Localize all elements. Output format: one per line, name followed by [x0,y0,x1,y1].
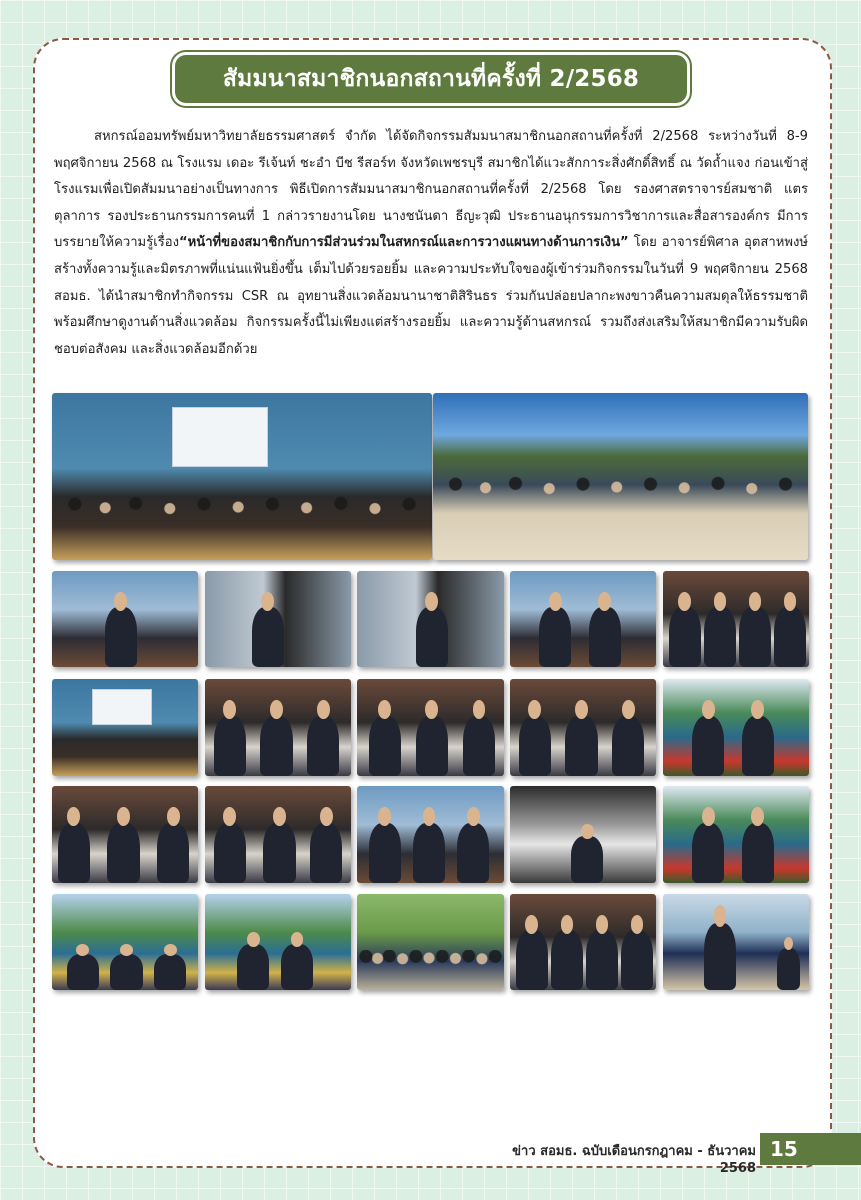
crowd [52,493,432,530]
person [519,716,551,776]
presentation-screen [92,689,152,725]
person [774,607,806,667]
paragraph-text-2: โดย อาจารย์พิศาล อุตสาหพงษ์ สร้างทั้งความรู้และมิตรภาพที่แน่นแฟ้นยิ่งขึ้น เต็มไปด้วยรอยยิ้ม และความประทับใจของผู้เข้าร่วมกิจกรรมในวันที่ 9 พฤศจิกายน 2568 สอมธ. ได้นำสมาชิกทำกิจกรรม CSR ณ อุทยานสิ่งแวดล้อมนานาชาติสิรินธร ร่วมกันปล่อยปลากะพงขาวคืนความสมดุลให้ธรรมชาติ พร้อมศึกษาดูงานด้านสิ่งแวดล้อม กิจกรรมครั้งนี้ไม่เพียงแต่สร้างรอยยิ้ม และความรู้ด้านสหกรณ์ รวมถึงส่งเสริมให้สมาชิกมีความรับผิดชอบต่อสังคม และสิ่งแวดล้อมอีกด้วย [54,235,808,357]
photo-csr-park [357,894,504,990]
person [565,716,597,776]
person [369,716,401,776]
photo-seminar-hall-group [52,393,432,560]
photo-members-seated-4 [52,786,198,883]
person [416,716,448,776]
person [214,716,246,776]
photo-members-seated-2 [357,679,504,776]
photo-members-seated-1 [205,679,351,776]
person [612,716,644,776]
person [154,954,186,990]
person [105,607,137,667]
person [58,823,90,883]
photo-group-activity-stage [357,786,504,883]
person [307,716,339,776]
person [739,607,771,667]
person [742,823,774,883]
person [692,716,724,776]
person [742,716,774,776]
article-paragraph [54,124,808,363]
page-number: 15 [760,1133,861,1165]
person [704,923,736,990]
person [110,954,142,990]
person [539,607,571,667]
photo-speaker-microphone [205,571,351,667]
photo-temple-naga-2 [663,786,809,883]
person [463,716,495,776]
footer-publication: ข่าว สอมธ. ฉบับเดือนกรกฎาคม - ธันวาคม 2568 [512,1144,756,1176]
photo-speaker-table-flowers [510,786,656,883]
presentation-screen [172,407,268,467]
person [586,930,618,990]
person [263,823,295,883]
lecture-topic: “หน้าที่ของสมาชิกกับการมีส่วนร่วมในสหกรณ์และการวางแผนทางด้านการเงิน” [179,235,629,251]
crowd [357,950,504,971]
person [589,607,621,667]
photo-temple-naga-1 [663,679,809,776]
person [157,823,189,883]
person [281,944,313,990]
person [260,716,292,776]
person [692,823,724,883]
person [777,948,800,990]
photo-audience-standing [663,571,809,667]
person [107,823,139,883]
photo-members-seated-3 [510,679,656,776]
crowd [433,473,808,510]
photo-temple-group-1 [52,894,198,990]
person [252,607,284,667]
photo-members-seated-5 [205,786,351,883]
person [214,823,246,883]
photo-speaker-podium [52,571,198,667]
photo-beach-portrait [663,894,809,990]
person [369,823,401,883]
person [310,823,342,883]
page-title: สัมมนาสมาชิกนอกสถานที่ครั้งที่ 2/2568 [172,52,690,106]
person [571,836,603,883]
person [551,930,583,990]
person [416,607,448,667]
photo-lecturer-stage [357,571,504,667]
person [516,930,548,990]
photo-beach-group [433,393,808,560]
person [67,954,99,990]
person [669,607,701,667]
photo-presenters-duo [510,571,656,667]
person [704,607,736,667]
person [237,944,269,990]
person [621,930,653,990]
person [413,823,445,883]
paragraph-text-1: สหกรณ์ออมทรัพย์มหาวิทยาลัยธรรมศาสตร์ จำกัด ได้จัดกิจกรรมสัมมนาสมาชิกนอกสถานที่ครั้งที่ 2/2568 ระหว่างวันที่ 8-9 พฤศจิกายน 2568 ณ โรงแรม เดอะ รีเจ้นท์ ชะอำ บีช รีสอร์ท จังหวัดเพชรบุรี สมาชิกได้แวะสักการะสิ่งศักดิ์สิทธิ์ ณ วัดถ้ำแจง ก่อนเข้าสู่โรงแรมเพื่อเปิดสัมมนาอย่างเป็นทางการ พิธีเปิดการสัมมนาสมาชิกนอกสถานที่ครั้งที่ 2/2568 โดย รองศาสตราจารย์สมชาติ แตรตุลาการ รองประธานกรรมการคนที่ 1 กล่าวรายงานโดย นางชนันดา ธีญะวุฒิ ประธานอนุกรรมการวิชาการและสื่อสารองค์กร มีการบรรยายให้ความรู้เรื่อง [54,129,808,251]
person [457,823,489,883]
photo-temple-group-2 [205,894,351,990]
photo-hall-stage-team [52,679,198,776]
photo-members-cheering [510,894,656,990]
